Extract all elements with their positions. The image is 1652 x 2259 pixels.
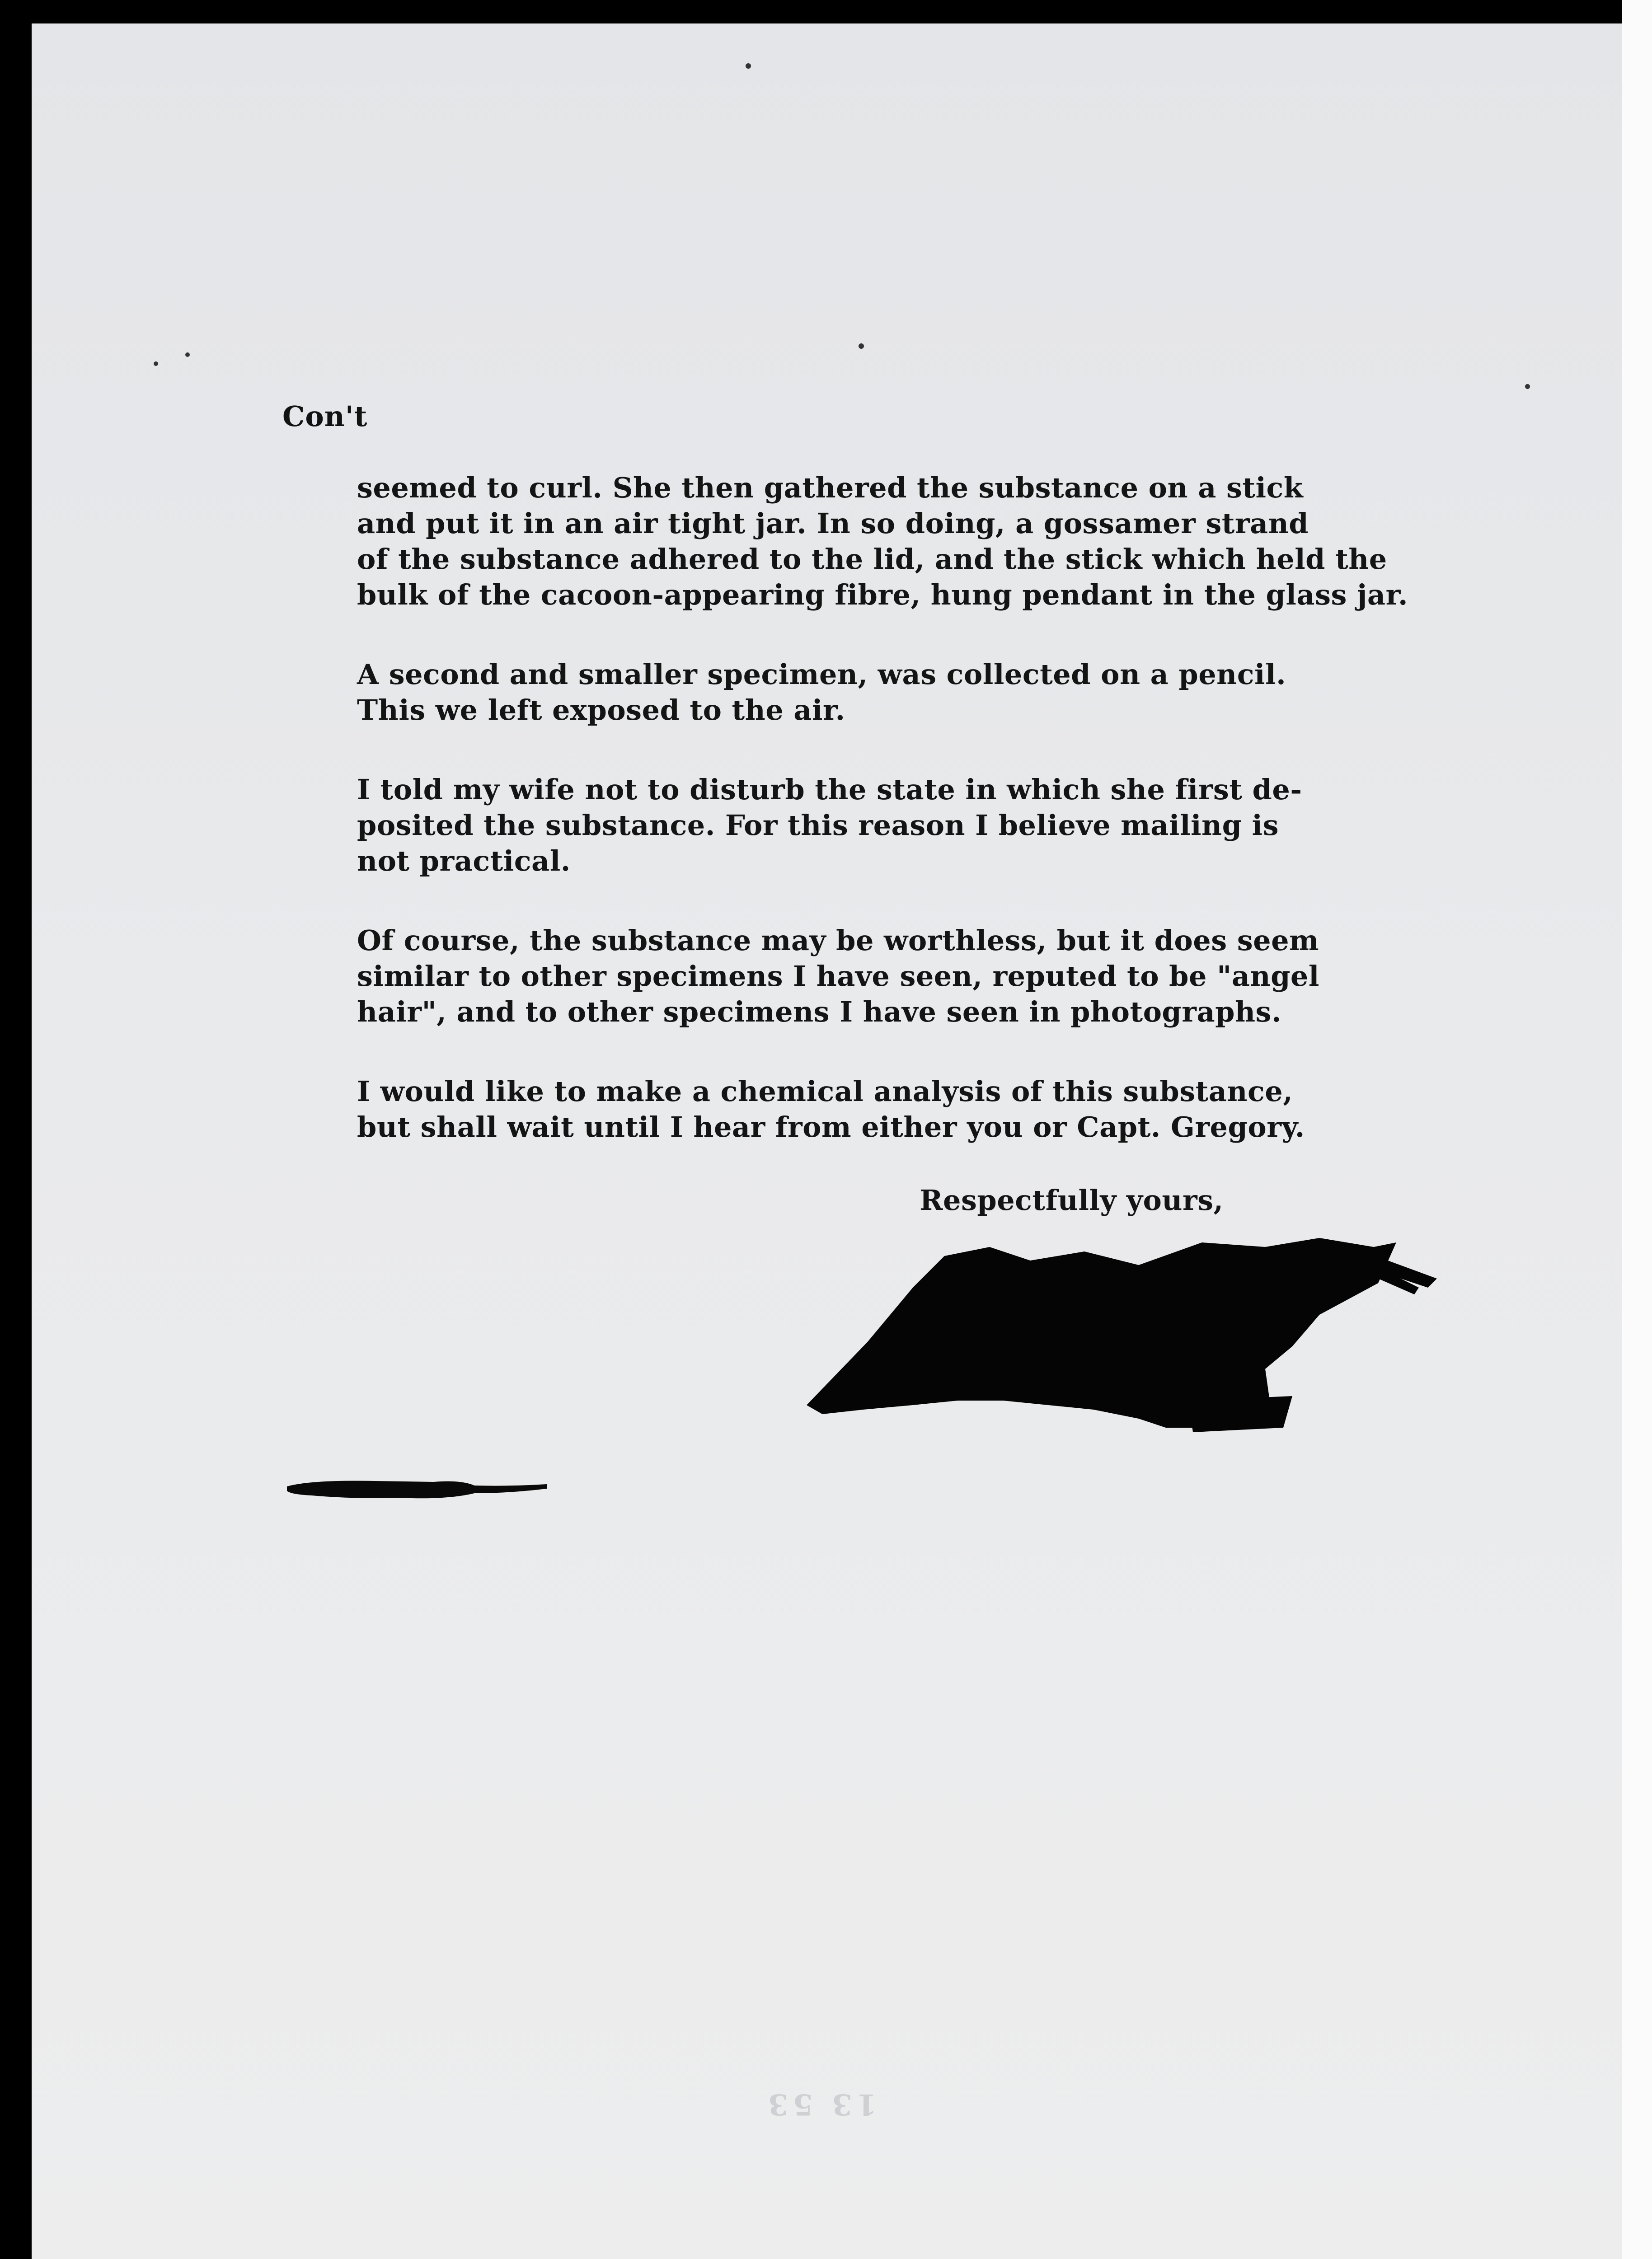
text-line: bulk of the cacoon-appearing fibre, hung pendant in the glass jar.	[357, 578, 1408, 611]
text-line: Of course, the substance may be worthless, but it does seem	[357, 924, 1319, 957]
closing-salutation: Respectfully yours,	[920, 1184, 1224, 1217]
scan-speck	[859, 343, 864, 349]
paragraph-3	[357, 772, 1410, 879]
text-line: but shall wait until I hear from either you or Capt. Gregory.	[357, 1111, 1305, 1144]
scan-speck	[1525, 384, 1530, 389]
text-line: A second and smaller specimen, was collected on a pencil.	[357, 658, 1286, 691]
paragraph-4	[357, 923, 1410, 1030]
scan-edge-strip	[1622, 0, 1652, 2259]
text-line: This we left exposed to the air.	[357, 694, 845, 726]
text-line: seemed to curl. She then gathered the substance on a stick	[357, 471, 1304, 504]
paragraph-2	[357, 656, 1410, 728]
text-line: not practical.	[357, 844, 571, 877]
letter-body	[357, 470, 1410, 1189]
stamp-redaction	[285, 1473, 556, 1509]
text-line: posited the substance. For this reason I believe mailing is	[357, 809, 1279, 842]
signature-redaction	[795, 1229, 1437, 1437]
faint-reverse-mark: 13 53	[764, 2087, 877, 2121]
text-line: hair", and to other specimens I have seen in photographs.	[357, 995, 1282, 1028]
scan-speck	[185, 352, 190, 357]
scan-speck	[746, 63, 751, 69]
text-line: I told my wife not to disturb the state in which she first de-	[357, 773, 1302, 806]
scan-speck	[154, 361, 158, 366]
text-line: of the substance adhered to the lid, and the stick which held the	[357, 543, 1387, 576]
continuation-header: Con't	[282, 400, 368, 433]
paragraph-5	[357, 1073, 1410, 1145]
text-line: I would like to make a chemical analysis of this substance,	[357, 1075, 1293, 1108]
paragraph-1	[357, 470, 1410, 613]
text-line: similar to other specimens I have seen, reputed to be "angel	[357, 960, 1319, 993]
text-line: and put it in an air tight jar. In so doing, a gossamer strand	[357, 507, 1309, 540]
